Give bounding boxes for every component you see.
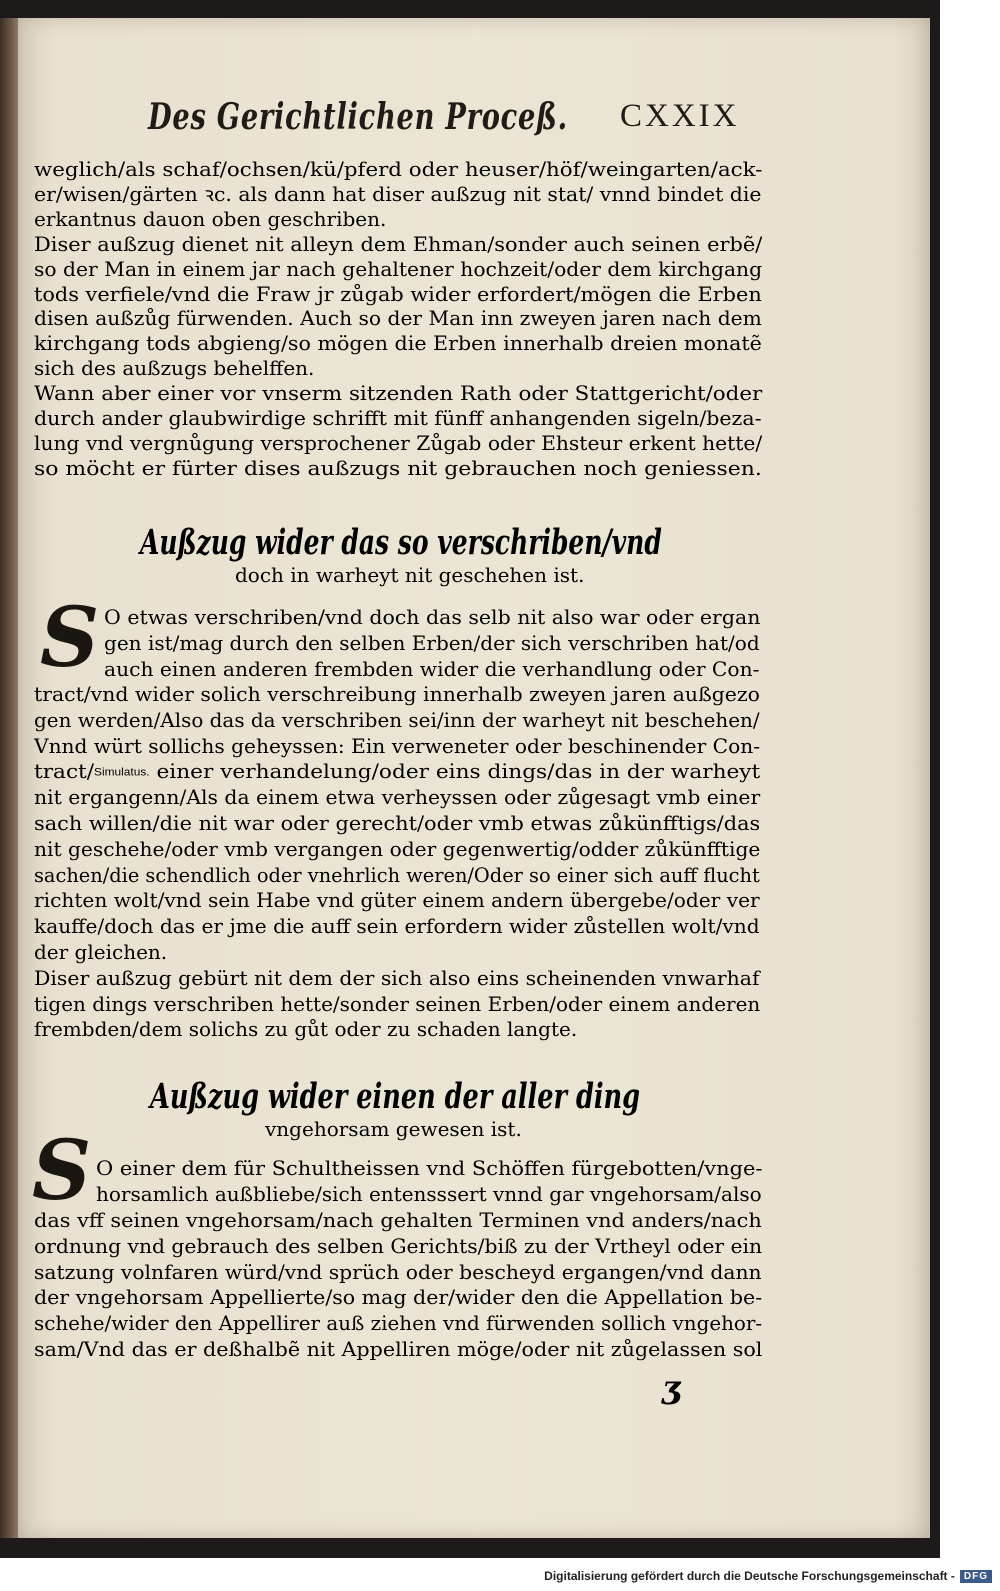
text-line: durch ander glaubwirdige schrifft mit fünff anhangenden sigeln/beza- (34, 406, 762, 430)
text-line: lung vnd vergnůgung versprochener Zůgab oder Ehsteur erkent hette/ (34, 430, 763, 455)
text-line: gen werden/Also das da verschriben sei/inn der warheyt nit beschehen/ (34, 707, 760, 732)
text-line: tract/vnd wider solich verschreibung innerhalb zweyen jaren außgezo (34, 682, 760, 706)
text-line: sich des außzugs behelffen. (34, 356, 315, 381)
text-line: nit ergangenn/Als da einem etwa verheyssen oder zůgesagt vmb einer (34, 785, 761, 810)
footer-credit (544, 1569, 992, 1583)
text-line: Wann aber einer vor vnserm sitzenden Rath oder Stattgericht/oder (34, 381, 763, 406)
text-line: ordnung vnd gebrauch des selben Gerichts/biß zu der Vrtheyl oder ein (34, 1233, 763, 1258)
book-spine (0, 18, 18, 1538)
text-line: frembden/dem solichs zu gůt oder zu schaden langte. (34, 1017, 578, 1042)
section-heading-3: Außzug wider einen der aller ding (150, 1076, 641, 1117)
signature-mark: ʒ (662, 1368, 681, 1406)
text-line: O einer dem für Schultheissen vnd Schöffen fürgebotten/vnge- (96, 1156, 763, 1180)
text-line: der vngehorsam Appellierte/so mag der/wider den die Appellation be- (34, 1285, 763, 1310)
drop-cap-initial-3: S (32, 1123, 92, 1219)
text-line: richten wolt/vnd sein Habe vnd güter einem andern übergebe/oder ver (34, 888, 760, 913)
dfg-logo: DFG (960, 1570, 992, 1583)
footer-text: Digitalisierung gefördert durch die Deutsche Forschungsgemeinschaft - (544, 1569, 955, 1583)
text-line: O etwas verschriben/vnd doch das selb nit also war oder ergan (104, 605, 761, 629)
text-line: tods verfiele/vnd die Fraw jr zůgab wider erfordert/mögen die Erben (34, 281, 762, 306)
text-line: disen außzůg fürwenden. Auch so der Man inn zweyen jaren nach dem (34, 306, 762, 331)
drop-cap-initial-2: S (40, 590, 100, 686)
text-line: schehe/wider den Appellirer auß ziehen vnd fürwenden sollich vngehor- (34, 1311, 763, 1336)
text-line: sachen/die schendlich oder vnehrlich weren/Oder so einer sich auff flucht (34, 862, 760, 887)
folio-number: CXXIX (620, 98, 740, 134)
text-line: so der Man in einem jar nach gehaltener hochzeit/oder dem kirchgang (34, 256, 763, 281)
section-subheading-3: vngehorsam gewesen ist. (265, 1117, 522, 1141)
text-line: Diser außzug gebürt nit dem der sich also eins scheinenden vnwarhaf (34, 965, 760, 990)
text-line: tigen dings verschriben hette/sonder seinen Erben/oder einem anderen (34, 991, 761, 1016)
text-line: nit geschehe/oder vmb vergangen oder gegenwertig/odder zůkünfftige (34, 836, 761, 861)
text-line: das vff seinen vngehorsam/nach gehalten Terminen vnd anders/nach (34, 1208, 762, 1232)
section-heading-2: Außzug wider das so verschriben/vnd (140, 522, 662, 563)
text-line: satzung volnfaren würd/vnd sprüch oder bescheyd ergangen/vnd dann (34, 1259, 762, 1284)
text-line: tract/Simulatus. einer verhandelung/oder eins dings/das in der warheyt (34, 759, 761, 784)
text-line: kirchgang tods abgieng/so mögen die Erben innerhalb dreien monatẽ (34, 331, 762, 356)
text-line: so möcht er fürter dises außzugs nit gebrauchen noch geniessen. (34, 455, 762, 480)
text-line: gen ist/mag durch den selben Erben/der sich verschriben hat/od (104, 630, 760, 655)
margin-note: Simulatus. (94, 766, 150, 779)
text-line: Diser außzug dienet nit alleyn dem Ehman/sonder auch seinen erbẽ/ (34, 231, 763, 256)
section-subheading-2: doch in warheyt nit geschehen ist. (235, 563, 585, 587)
text-line: er/wisen/gärten ꝛc. als dann hat diser außzug nit stat/ vnnd bindet die (34, 181, 762, 206)
running-head: Des Gerichtlichen Proceß. (148, 96, 568, 138)
text-line: horsamlich außbliebe/sich entensssert vnnd gar vngehorsam/also (96, 1181, 762, 1206)
text-line: sach willen/die nit war oder gerecht/oder vmb etwas zůkünfftigs/das (34, 811, 761, 835)
text-line: Vnnd würt sollichs geheyssen: Ein verweneter oder beschinender Con- (34, 733, 761, 758)
text-line: auch einen anderen frembden wider die verhandlung oder Con- (104, 656, 760, 681)
line-continuation: einer verhandelung/oder eins dings/das in der warheyt (149, 759, 761, 784)
text-line: weglich/als schaf/ochsen/kü/pferd oder heuser/höf/weingarten/ack- (34, 157, 763, 181)
text-line: der gleichen. (34, 940, 168, 964)
text-line: kauffe/doch das er jme die auff sein erfordern wider zůstellen wolt/vnd (34, 914, 760, 939)
text-line: sam/Vnd das er deßhalbẽ nit Appelliren möge/oder nit zůgelassen sol (34, 1337, 763, 1361)
text-line: erkantnus dauon oben geschriben. (34, 206, 387, 231)
